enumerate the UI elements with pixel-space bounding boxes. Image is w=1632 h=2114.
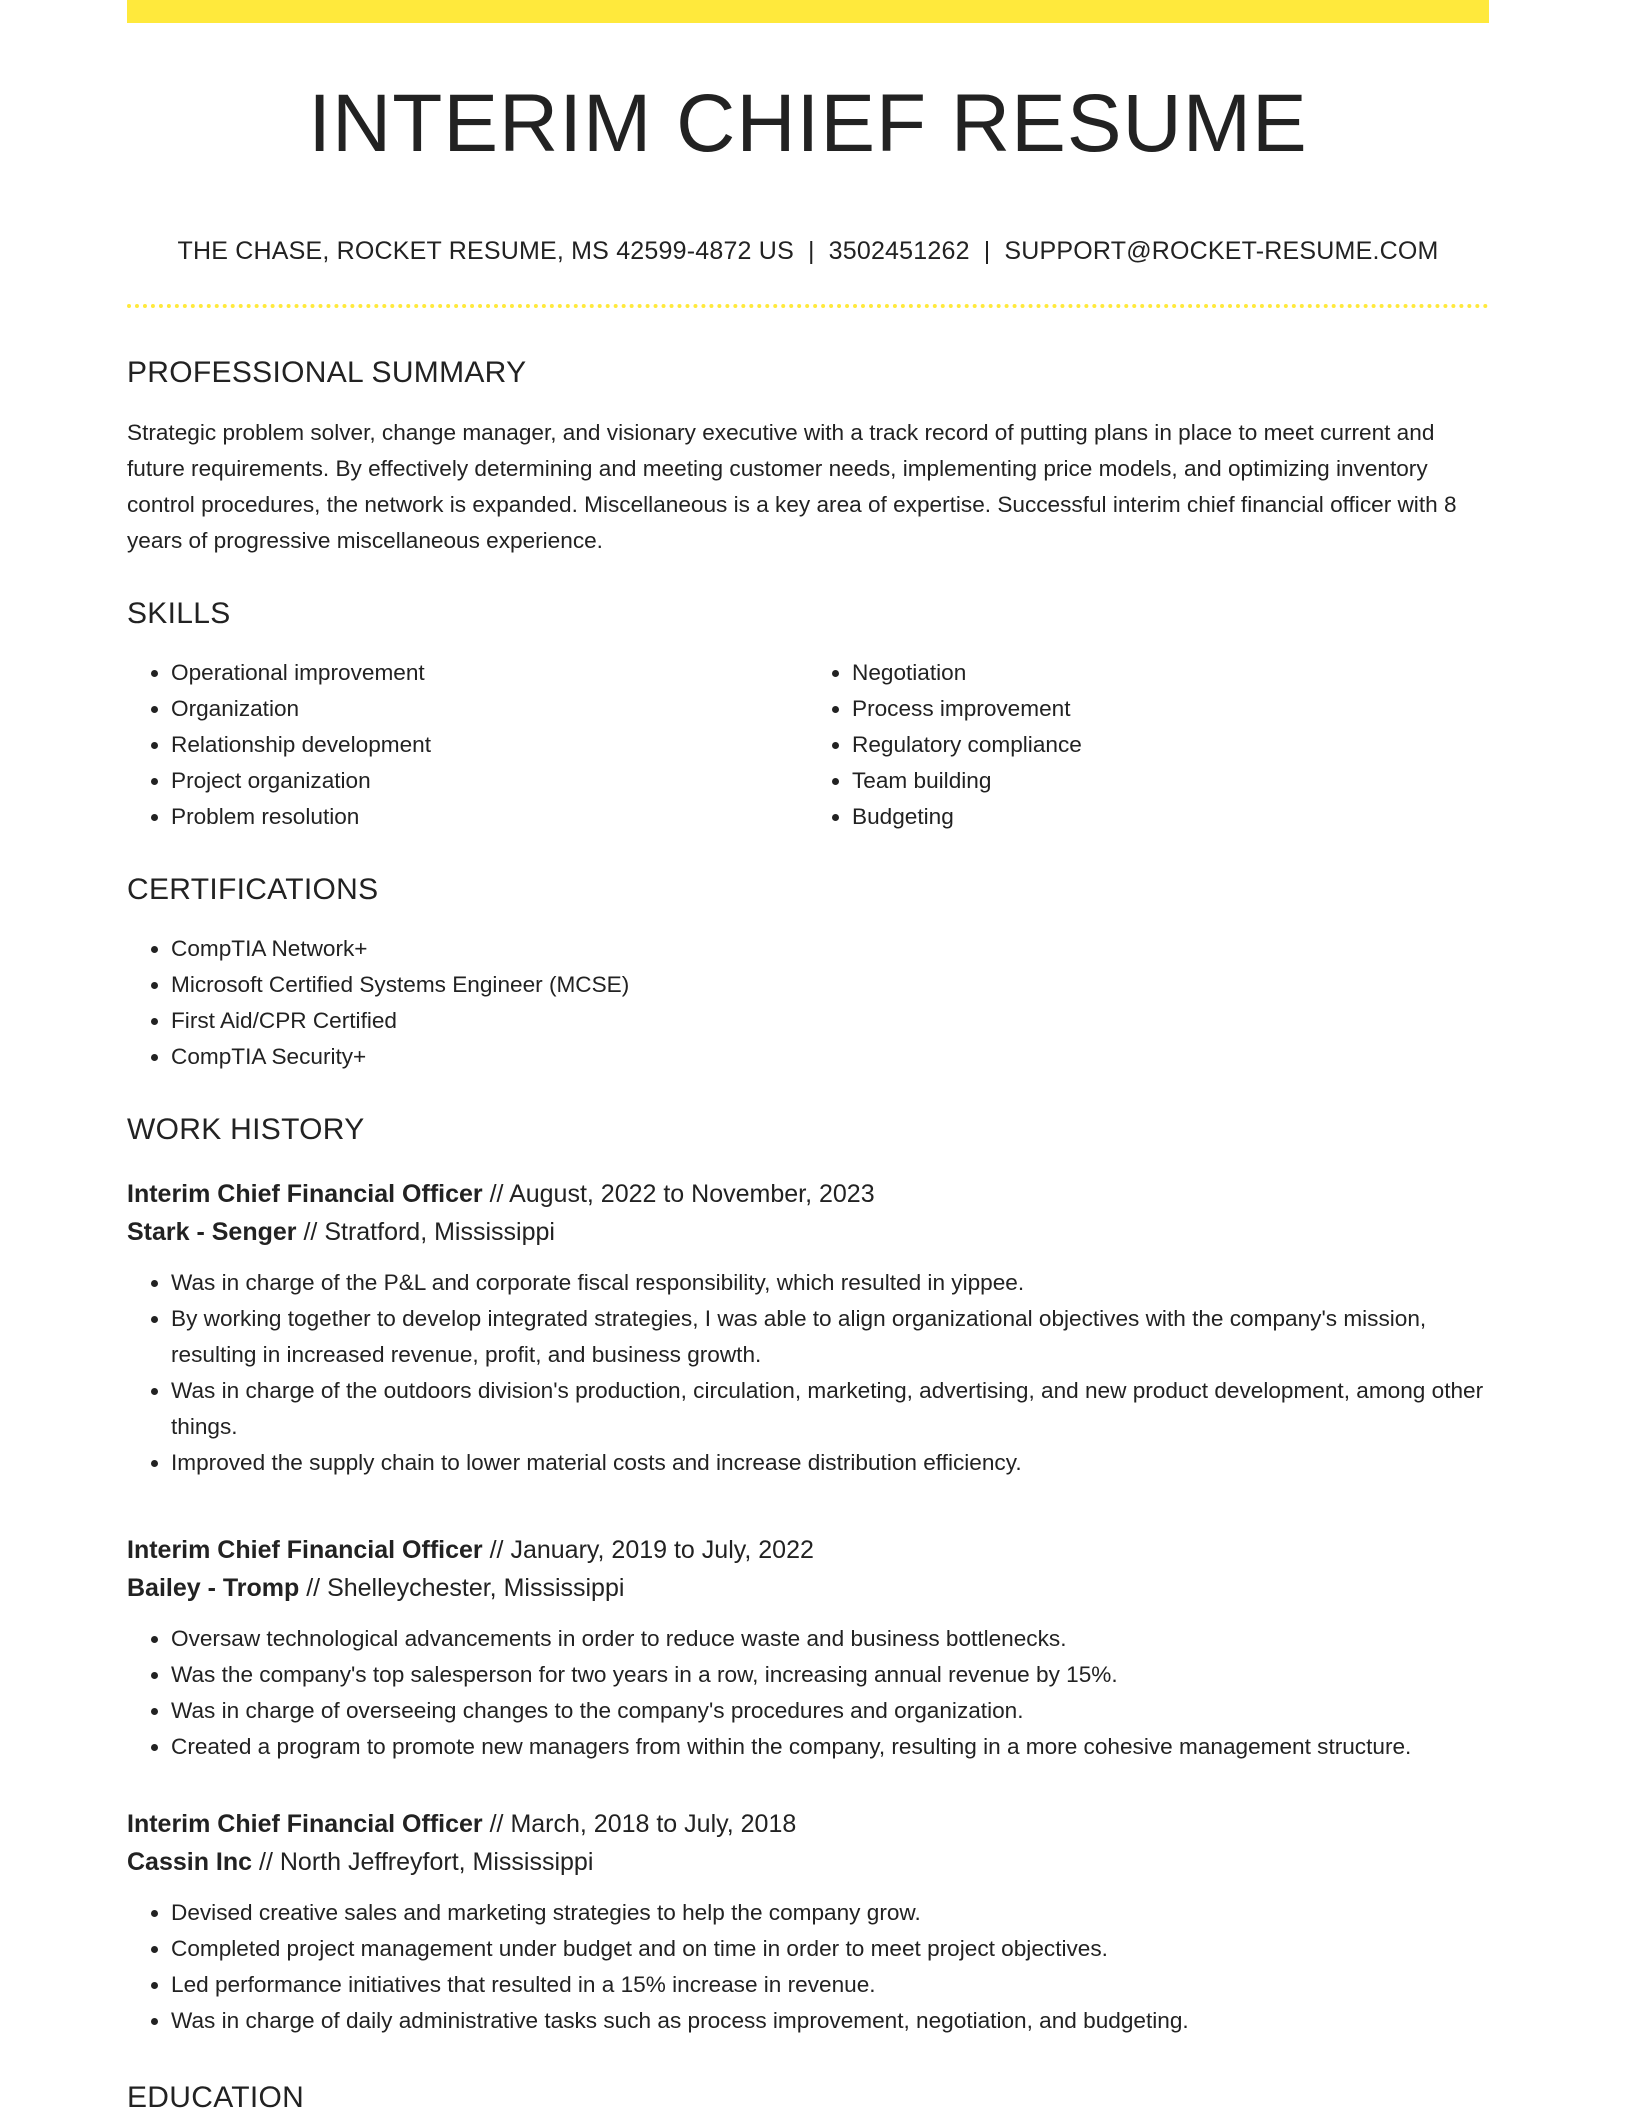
job-role: Interim Chief Financial Officer — [127, 1536, 483, 1564]
job-divider: // — [489, 1536, 504, 1564]
skills-columns — [127, 655, 1489, 835]
certification-item: • CompTIA Security+ — [171, 1039, 1489, 1075]
certification-item: • CompTIA Network+ — [171, 931, 1489, 967]
job-company: Stark - Senger — [127, 1218, 297, 1246]
skill-item: • Operational improvement — [171, 655, 808, 691]
job-company-line — [127, 1843, 1489, 1881]
job-company: Bailey - Tromp — [127, 1574, 300, 1602]
section-title-work-history: WORK HISTORY — [127, 1113, 365, 1146]
job-bullet: • By working together to develop integrated strategies, I was able to align organizational objectives with the company's mission, resulting in increased revenue, profit, and business growth. — [171, 1301, 1489, 1373]
job-role-line — [127, 1805, 1489, 1843]
section-title-education: EDUCATION — [127, 2081, 305, 2114]
skill-item: • Problem resolution — [171, 799, 808, 835]
skill-item: • Negotiation — [852, 655, 1489, 691]
job-bullet: • Completed project management under budget and on time in order to meet project objectives. — [171, 1931, 1489, 1967]
job-bullet: • Was in charge of daily administrative tasks such as process improvement, negotiation, and budgeting. — [171, 2003, 1489, 2039]
job-location: North Jeffreyfort, Mississippi — [279, 1848, 594, 1876]
job-divider: // — [303, 1218, 318, 1246]
job-role: Interim Chief Financial Officer — [127, 1810, 483, 1838]
job-location: Stratford, Mississippi — [324, 1218, 555, 1246]
job-entry — [127, 1531, 1489, 1765]
job-divider: // — [259, 1848, 273, 1876]
section-title-certifications: CERTIFICATIONS — [127, 873, 379, 906]
job-location: Shelleychester, Mississippi — [327, 1574, 625, 1602]
section-title-skills: SKILLS — [127, 597, 231, 630]
job-divider: // — [489, 1810, 504, 1838]
skill-item: • Regulatory compliance — [852, 727, 1489, 763]
job-company: Cassin Inc — [127, 1848, 253, 1876]
job-bullets — [127, 1265, 1489, 1481]
job-dates: March, 2018 to July, 2018 — [510, 1810, 797, 1838]
contact-email: SUPPORT@ROCKET-RESUME.COM — [1004, 237, 1439, 265]
skills-list-left — [127, 655, 808, 835]
job-bullet: • Created a program to promote new managers from within the company, resulting in a more cohesive management structure. — [171, 1729, 1489, 1765]
summary-text: Strategic problem solver, change manager, and visionary executive with a track record of putting plans in place to meet current and future requirements. By effectively determining and meeting customer needs, implementing price models, and optimizing inventory control procedures, the network is expanded. Miscellaneous is a key area of expertise. Successful interim chief financial officer with 8 years of progressive miscellaneous experience. — [127, 420, 1457, 553]
job-dates: January, 2019 to July, 2022 — [510, 1536, 814, 1564]
job-dates: August, 2022 to November, 2023 — [509, 1180, 875, 1208]
job-entry — [127, 1805, 1489, 2039]
job-company-line — [127, 1569, 1489, 1607]
contact-line — [127, 239, 1489, 264]
section-title-summary: PROFESSIONAL SUMMARY — [127, 356, 527, 389]
skills-list-right — [808, 655, 1489, 835]
job-bullet: • Was in charge of the outdoors division's production, circulation, marketing, advertising, and new product development, among other things. — [171, 1373, 1489, 1445]
job-bullet: • Was the company's top salesperson for two years in a row, increasing annual revenue by 15%. — [171, 1657, 1489, 1693]
contact-address: THE CHASE, ROCKET RESUME, MS 42599-4872 US — [177, 237, 794, 265]
certification-item: • Microsoft Certified Systems Engineer (MCSE) — [171, 967, 1489, 1003]
skill-item: • Project organization — [171, 763, 808, 799]
resume-title: INTERIM CHIEF RESUME — [308, 78, 1308, 169]
skill-item: • Process improvement — [852, 691, 1489, 727]
job-company-line — [127, 1213, 1489, 1251]
job-role: Interim Chief Financial Officer — [127, 1180, 483, 1208]
job-bullet: • Led performance initiatives that resulted in a 15% increase in revenue. — [171, 1967, 1489, 2003]
job-bullet: • Devised creative sales and marketing strategies to help the company grow. — [171, 1895, 1489, 1931]
job-bullet: • Oversaw technological advancements in order to reduce waste and business bottlenecks. — [171, 1621, 1489, 1657]
job-bullet: • Was in charge of the P&L and corporate fiscal responsibility, which resulted in yippee. — [171, 1265, 1489, 1301]
job-role-line — [127, 1531, 1489, 1569]
dotted-divider — [127, 304, 1489, 308]
resume-page — [127, 0, 1489, 2113]
job-divider: // — [489, 1180, 504, 1208]
job-bullets — [127, 1895, 1489, 2039]
job-divider: // — [306, 1574, 321, 1602]
skill-item: • Budgeting — [852, 799, 1489, 835]
contact-separator: | — [807, 237, 815, 265]
job-bullet: • Was in charge of overseeing changes to the company's procedures and organization. — [171, 1693, 1489, 1729]
job-bullet: • Improved the supply chain to lower material costs and increase distribution efficiency. — [171, 1445, 1489, 1481]
job-bullets — [127, 1621, 1489, 1765]
job-role-line — [127, 1175, 1489, 1213]
certifications-list — [127, 931, 1489, 1075]
job-entry — [127, 1175, 1489, 1481]
certification-item: • First Aid/CPR Certified — [171, 1003, 1489, 1039]
contact-separator: | — [983, 237, 991, 265]
skill-item: • Organization — [171, 691, 808, 727]
skill-item: • Relationship development — [171, 727, 808, 763]
contact-phone: 3502451262 — [828, 237, 970, 265]
skill-item: • Team building — [852, 763, 1489, 799]
top-accent-bar — [127, 0, 1489, 23]
